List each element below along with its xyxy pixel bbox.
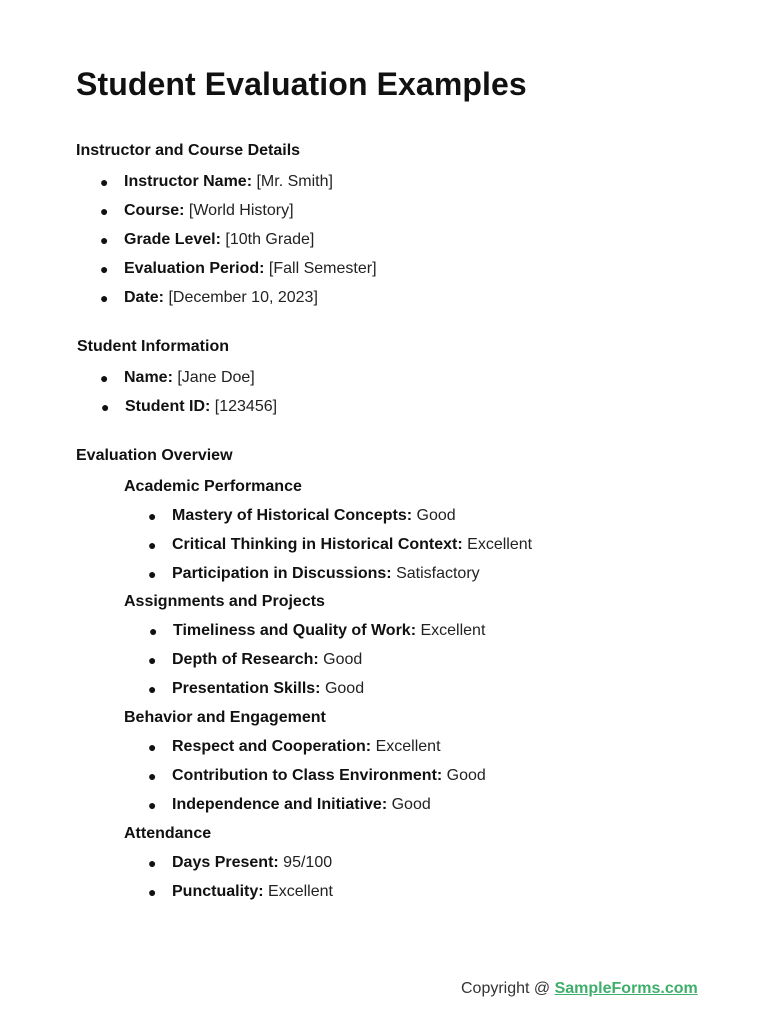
- sampleforms-link[interactable]: SampleForms.com: [554, 980, 698, 997]
- field-label: Grade Level:: [124, 231, 221, 248]
- list-item: [148, 535, 533, 555]
- field-value: Excellent: [375, 738, 441, 755]
- list-item: [148, 853, 333, 873]
- list-item: [149, 621, 486, 641]
- field-value: [World History]: [188, 202, 294, 219]
- bullet-icon: ●: [100, 290, 109, 306]
- field-value: 95/100: [283, 854, 333, 871]
- field-value: [10th Grade]: [225, 231, 315, 248]
- subsection-heading-academic: Academic Performance: [124, 478, 302, 495]
- section-heading-student: Student Information: [77, 338, 229, 355]
- bullet-icon: ●: [148, 537, 157, 553]
- field-value: Good: [324, 680, 365, 697]
- list-item: [100, 230, 315, 250]
- list-item: [148, 882, 333, 902]
- list-item: [148, 506, 456, 526]
- field-label: Contribution to Class Environment:: [172, 767, 443, 784]
- bullet-icon: ●: [100, 174, 109, 190]
- bullet-icon: ●: [101, 399, 110, 415]
- field-value: Good: [446, 767, 486, 784]
- bullet-icon: ●: [148, 566, 157, 582]
- list-item: [148, 679, 365, 699]
- list-item: [100, 172, 333, 192]
- field-label: Course:: [124, 202, 185, 219]
- bullet-icon: ●: [148, 855, 157, 871]
- field-value: Excellent: [420, 622, 486, 639]
- subsection-heading-assignments: Assignments and Projects: [124, 593, 325, 610]
- field-label: Instructor Name:: [124, 173, 253, 190]
- list-item: [100, 259, 377, 279]
- field-label: Independence and Initiative:: [172, 796, 388, 813]
- subsection-heading-attendance: Attendance: [124, 825, 212, 842]
- section-heading-overview: Evaluation Overview: [76, 447, 233, 464]
- bullet-icon: ●: [100, 261, 109, 277]
- field-label: Participation in Discussions:: [172, 565, 392, 582]
- field-label: Date:: [124, 289, 165, 306]
- field-label: Student ID:: [125, 398, 211, 415]
- list-item: [148, 564, 480, 584]
- field-label: Respect and Cooperation:: [172, 738, 372, 755]
- bullet-icon: ●: [100, 203, 109, 219]
- field-label: Name:: [124, 369, 173, 386]
- list-item: [148, 737, 441, 757]
- field-value: Satisfactory: [396, 565, 480, 582]
- copyright-footer: [461, 979, 698, 999]
- field-label: Evaluation Period:: [124, 260, 265, 277]
- bullet-icon: ●: [148, 681, 157, 697]
- list-item: [148, 795, 431, 815]
- copyright-text: Copyright @: [461, 980, 555, 997]
- field-label: Presentation Skills:: [172, 680, 321, 697]
- bullet-icon: ●: [148, 768, 157, 784]
- bullet-icon: ●: [100, 232, 109, 248]
- field-value: [December 10, 2023]: [168, 289, 318, 306]
- field-label: Timeliness and Quality of Work:: [173, 622, 417, 639]
- field-label: Days Present:: [172, 854, 279, 871]
- bullet-icon: ●: [148, 508, 157, 524]
- bullet-icon: ●: [148, 884, 157, 900]
- field-label: Mastery of Historical Concepts:: [172, 507, 413, 524]
- subsection-heading-behavior: Behavior and Engagement: [124, 709, 326, 726]
- section-heading-instructor: Instructor and Course Details: [76, 142, 301, 159]
- list-item: [100, 368, 255, 388]
- bullet-icon: ●: [100, 370, 109, 386]
- field-value: [123456]: [214, 398, 278, 415]
- field-value: Good: [391, 796, 431, 813]
- document-title: Student Evaluation Examples: [76, 66, 527, 102]
- field-value: [Fall Semester]: [268, 260, 377, 277]
- field-value: [Mr. Smith]: [256, 173, 333, 190]
- field-value: Good: [416, 507, 456, 524]
- list-item: [148, 766, 486, 786]
- bullet-icon: ●: [148, 797, 157, 813]
- field-label: Depth of Research:: [172, 651, 319, 668]
- bullet-icon: ●: [148, 739, 157, 755]
- list-item: [148, 650, 363, 670]
- field-value: Excellent: [467, 536, 533, 553]
- list-item: [100, 288, 318, 308]
- field-label: Punctuality:: [172, 883, 264, 900]
- field-value: [Jane Doe]: [177, 369, 255, 386]
- field-label: Critical Thinking in Historical Context:: [172, 536, 463, 553]
- field-value: Good: [323, 651, 363, 668]
- bullet-icon: ●: [149, 623, 158, 639]
- list-item: [101, 397, 278, 417]
- bullet-icon: ●: [148, 652, 157, 668]
- list-item: [100, 201, 294, 221]
- field-value: Excellent: [268, 883, 333, 900]
